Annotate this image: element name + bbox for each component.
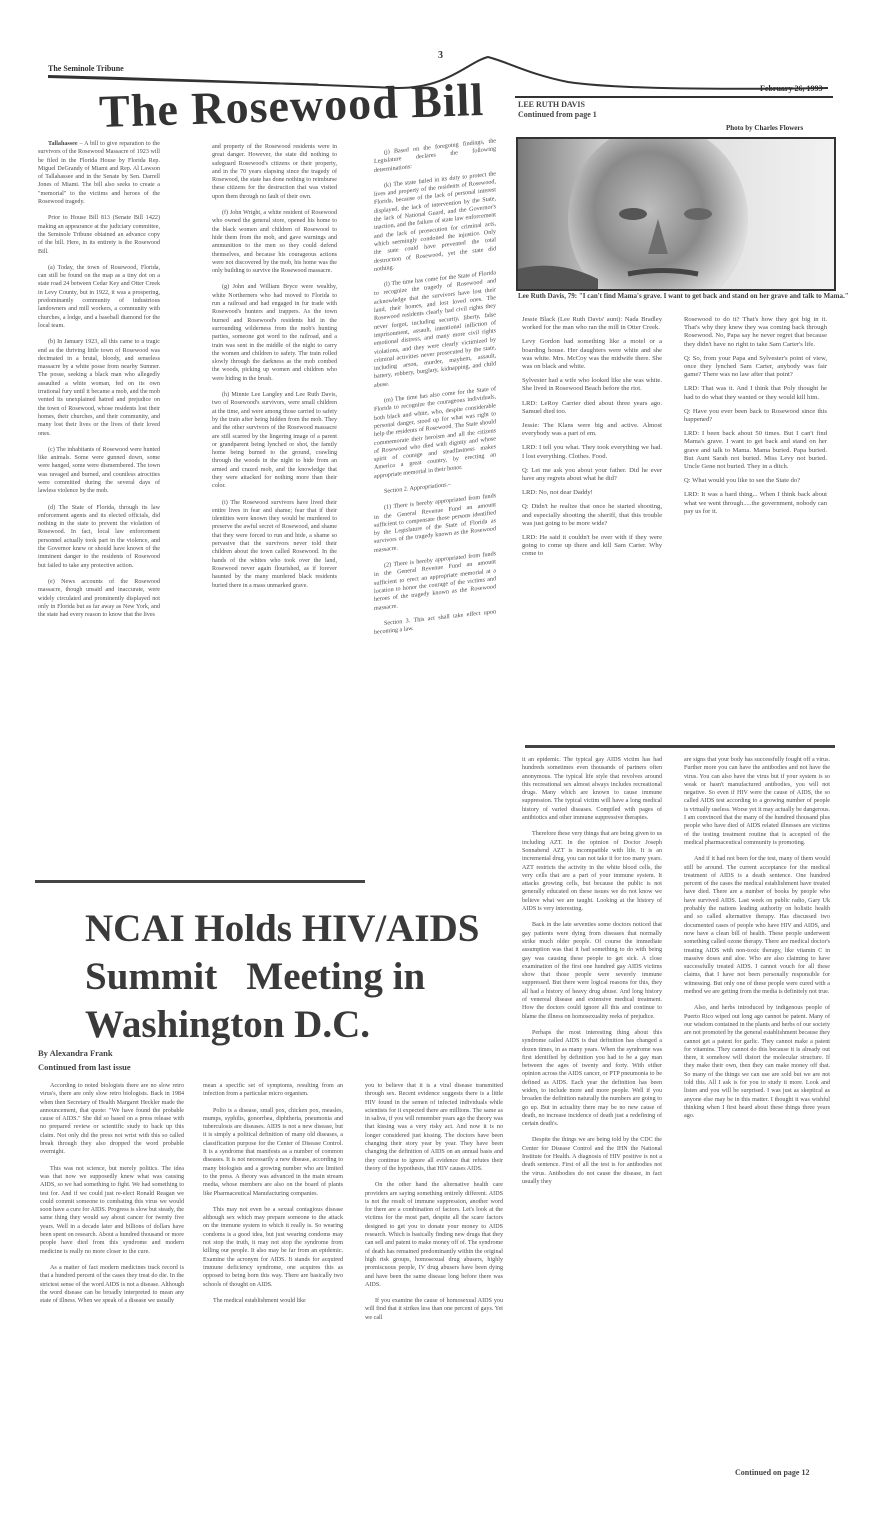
- ncai-headline-line: Summit Meeting in: [85, 955, 426, 998]
- masthead-paper-name: The Seminole Tribune: [48, 64, 124, 73]
- ncai-paragraph: If you examine the cause of homosexual AIDS you will find that it strikes less than one percent of gays. Yet we call: [365, 1298, 503, 1321]
- ncai-paragraph: you to believe that it is a viral disease transmitted through sex. Recent evidence suggests there is a little HIV found in the semen of infected individuals while scientists for it expected there are millions. The same as in saliva, if you will remember years ago the theory was that kissing was a very risky act. And now it is no longer considered just kissing. The doctors have been changing their story year by year. They have been changing the definition of AIDS on an annual basis and they continue to ignore all evidence that refutes their theory of the hypothesis, that HIV causes AIDS.: [365, 1083, 503, 1172]
- interview-paragraph: Q: Have you ever been back to Rosewood since this happened?: [684, 407, 827, 424]
- section-divider-interview: [525, 745, 835, 748]
- rosewood-paragraph: (k) The state failed in its duty to protect the lives and property of the residents of Rosewood, Florida, because of the lack of personal interest displayed, the lack of intervention by the State, the lack of National Guard, and the Governor's inaction, and the failure of state law enforcement and the lack of prosecution for criminal acts, which seemingly condoned the injustice. Only the state could have prevented the total destruction of Rosewood, yet the state did nothing.: [374, 171, 496, 273]
- interview-paragraph: Q: So, from your Papa and Sylvester's point of view, once they lynched Sam Carter, anybody was fair game? There was no law after that point?: [684, 354, 827, 379]
- interview-continued: Continued from page 1: [518, 110, 597, 119]
- section-2-heading: Section 2. Appropriations.–: [384, 481, 452, 495]
- interview-paragraph: Jessie Black (Lee Ruth Davis' aunt): Nada Bradley worked for the man who ran the mill in Otter Creek.: [522, 316, 662, 332]
- interview-rule: [515, 96, 833, 98]
- interview-paragraph: Jessie: The Klans were big and active. Almost everybody was a part of em.: [522, 422, 662, 438]
- rosewood-paragraph: (g) John and William Bryce were wealthy, white Northerners who had moved to Florida to run a railroad and had engaged in fur trade with Rosewood's hunters and trappers. As the town burned and Rosewood's residents hid in the surrounding wilderness from the mob's hunting parties, someone got word to the railroad, and a train was sent in the middle of the night to carry the women and children to safety. The train rolled slowly through the darkness as the mob combed the woods, picking up women and children who were hiding in the brush.: [212, 284, 337, 382]
- ncai-column-1: [40, 1082, 184, 1313]
- ncai-paragraph: Therefore these very things that are being given to us including AZT. In the opinion of Doctor Joseph Sonnabend AZT is incompatible with life. It is an incremental drug, you can not take it for too many years. AZT restricts the activity in the white blood cells, the very cells that are a part of your immune system. It attacks growing cells, but because the public is not generally educated on these issues we do not know we believe what we are taught. Looking at the history of AIDS is very interesting.: [522, 831, 662, 913]
- rosewood-paragraph: (m) The time has also come for the State of Florida to recognize the courageous individuals, both black and white, who, despite considerable personal danger, stood up for what was right to help the residents of Rosewood. The State should commemorate their heroism and all the citizens of Rosewood who died with dignity and whose spirit of courage and steadfastness makes America a great country, by erecting an appropriate memorial in their honor.: [374, 386, 496, 480]
- lee-ruth-davis-photo: [516, 137, 836, 291]
- interview-paragraph: LRD: No, not dear Daddy!: [522, 489, 593, 497]
- rosewood-paragraph: Prior to House Bill 813 (Senate Bill 1422) making an appearance at the judiciary committee, the Seminole Tribune obtained an advance copy of the bill. Here, in its entirety is the Rosewood Bill.: [38, 215, 160, 255]
- issue-date: February 26, 1993: [760, 84, 823, 93]
- ncai-column-5: [684, 756, 830, 1128]
- interview-paragraph: LRD: It was a hard thing... When I think back about what we went through.....the government, nobody can pay us for it.: [684, 491, 827, 515]
- interview-paragraph: Q: Didn't he realize that once he started shooting, and especially shooting the sheriff, that this trouble was just going to be more wide?: [522, 503, 662, 527]
- ncai-paragraph: This was not science, but merely politics. The idea was that now we supposedly knew what was causing AIDS, so we had something to fight. We had something to test for. And if we could just re-elect Ronald Reagan we could commit someone to combating this virus we would soon have a cure for AIDS. Progress is slow but steady, the same thing they would say about cancer for twenty five years. Well in a decade later and billions of dollars have been spent on research. About a hundred thousand or more people have died from this syndrome and modern medicine is really no more closer to the cure.: [40, 1165, 184, 1255]
- ncai-paragraph: Polio is a disease, small pox, chicken pox, measles, mumps, syphilis, gonorrhea, diphtheria, pneumonia and tuberculosis are diseases. AIDS is not a new disease, but it is simply a political definition of many old diseases, a classification purpose for the Center of Disease Control. It is a syndrome that manifests as a number of common diseases. It is not necessarily a new disease, according to many biologists and a growing number who are limited to the press. A theory was advanced in the main stream media, whose members are also on the board of plants like Pharmaceutical Manufacturing companies.: [203, 1107, 343, 1197]
- section-divider-ncai: [35, 880, 365, 883]
- ncai-continued-from: Continued from last issue: [38, 1062, 131, 1072]
- rosewood-paragraph: (d) The State of Florida, through its law enforcement agents and its elected officials, did nothing in the state to prevent the violation of Rosewood. In fact, local law enforcement personnel actually took part in the violence, and the Governor knew or should have known of the imminent danger to the residents of Rosewood but failed to take any protective action.: [38, 504, 160, 569]
- ncai-paragraph: This may not even be a sexual contagious disease although sex which may prepare someone to the attack on the immune system to which it really is. So wearing condoms is a good idea, but just wearing condoms may not stop the truth, it may not stop the syndrome from killing our people. It also may be far from an epidemic. Examine the acronym for AIDS. It stands for acquired immune deficiency syndrome, one acquires this as opposed to being born this way. There are basically two schools of thought on AIDS.: [203, 1206, 343, 1288]
- rosewood-paragraph: (c) The inhabitants of Rosewood were hunted like animals. Some were gunned down, some were hanged, some were dismembered. The town was ravaged and burned, and countless atrocities were committed during the several days of lawless violence by the mob.: [38, 446, 160, 495]
- ncai-headline-line: NCAI Holds HIV/AIDS: [85, 907, 480, 950]
- rosewood-headline: The Rosewood Bill: [98, 73, 485, 138]
- interview-column-2: [684, 316, 827, 516]
- interview-paragraph: LRD: I tell you what. They took everything we had. I lost everything. Clothes. Food.: [522, 444, 662, 460]
- ncai-paragraph: Back in the late seventies some doctors noticed that gay patients were dying from diseases that normally strike much older people. Of course the immediate assumption was that it had something to do with being gay was causing these people to get sick. A close examination of the first one hundred gay AIDS victims show that those people were severely immune suppressed. But there were logical reasons for this, they all had a history of heavy drug abuse. And long history of venereal disease and extensive medical treatment. How the doctors could ignore all this and continue to blame the illness on homosexuality reeks of prejudice.: [522, 922, 662, 1020]
- ncai-column-2: [203, 1082, 343, 1313]
- rosewood-paragraph: (i) The Rosewood survivors have lived their entire lives in fear and shame; fear that if their identities were known they would be murdered to preserve the awful secret of Rosewood, and shame that they were forced to run and hide, a shame so pervasive that the survivors never told their children about the town called Rosewood. In the hands of the whites who took over the land, Rosewood never again flourished, as if forever haunted by the many murdered black residents buried there in a mass unmarked grave.: [212, 499, 337, 589]
- rosewood-paragraph: (1) There is hereby appropriated from funds in the General Revenue Fund an amount sufficient to compensate those persons identified by the Legislature of the State of Florida as survivors of the tragedy known as the Rosewood massacre.: [374, 493, 496, 554]
- continued-on-page: Continued on page 12: [735, 1468, 810, 1477]
- ncai-paragraph: are signs that your body has successfully fought off a virus. Further more you can have the antibodies and not have the virus. You can also have the virus but if your system is so weak or hasn't manufactured antibodies, you will not negative. So even if HIV were the cause of AIDS, the so called AIDS test according to a growing number of people is virtually useless. Worse yet it may actually be dangerous. I am convinced that the many of the hundred thousand plus people who have died of AIDS related illnesses are victims of the testing treatment routine that is accepted of the medical pharmaceutical community is promoting.: [684, 757, 830, 846]
- rosewood-paragraph: (2) There is hereby appropriated from funds in the General Revenue Fund an amount sufficient to erect an appropriate memorial at a location to honor the courage of the victims and heroes of the tragedy known as the Rosewood massacre.: [374, 551, 496, 612]
- rosewood-paragraph: [38, 140, 160, 206]
- interview-paragraph: Q: What would you like to see the State do?: [684, 477, 801, 485]
- rosewood-column-3: [374, 137, 496, 645]
- ncai-paragraph: And if it had not been for the test, many of them would still be around. The current acceptance for the medical treatment of AIDS is a death sentence. One hundred percent of the cases the medical establishment have treated have died. There are a number of books by people who have survived AIDS. Last week on public radio, Gary Uk probably the nations leading authority on holistic health and so called alternative therapy. Has discussed two documented cases of people who have HIV and AIDS, and now have a clean bill of health. These people underwent something called ozone therapy. There are medical doctor's treating AIDS with non-toxic therapy, like vitamin C in massive doses and aloe. Who are also claiming to have successfully treated AIDS. I cannot vouch for all these claims, that I have not been personally responsible for witnessing. But only one of these people were cured with a method we are getting from the media is definitely not true.: [684, 856, 830, 996]
- interview-paragraph: Levy Gordon had something like a motel or a boarding house. Her daughters were white and she was white. Mrs. McCoy was the midwife there. She was on black and white.: [522, 338, 662, 371]
- photo-credit: Photo by Charles Flowers: [726, 124, 804, 132]
- dateline: Tallahassee: [48, 141, 78, 147]
- interview-paragraph: LRD: He said it couldn't be over with if they were going to come up there and kill Sam Carter. Why come to: [522, 534, 662, 558]
- interview-header: LEE RUTH DAVIS: [518, 100, 585, 109]
- ncai-column-3: [365, 1082, 503, 1330]
- interview-paragraph: Q: Let me ask you about your father. Did he ever have any regrets about what he did?: [522, 466, 662, 483]
- interview-paragraph: LRD: I been back about 50 times. But I can't find Mama's grave. I want to get back and stand on her grave and talk to Mama. Mama buried. Papa buried. But Aunt Sarah not buried. Miss Levy not buried. Uncle Gene not buried. They in a ditch.: [684, 430, 827, 471]
- rosewood-column-2: [212, 143, 337, 598]
- ncai-paragraph: As a matter of fact modern medicines track record is that a hundred percent of the cases they treat do die. In the strictest sense of the word AIDS is not a disease. Although the word disease can be broadly interpreted to mean any state of illness. When we speak of a disease we usually: [40, 1264, 184, 1305]
- rosewood-paragraph: (l) The time has come for the State of Florida to recognize the tragedy of Rosewood and acknowledge that the survivors have lost their land, their homes, and lost loved ones. The Rosewood residents clearly had civil rights they never forgot, including security, liberty, false imprisonment, assault, intentional infliction of emotional distress, and many more civil rights violations, and they were clearly victimized by criminal activities never prosecuted by the state, including arson, murder, mayhem, assault, battery, robbery, burglary, kidnapping, and child abuse.: [374, 270, 496, 389]
- rosewood-paragraph: and property of the Rosewood residents were in great danger. However, the state did nothing to safeguard Rosewood's citizens or their property, and in the 70 years elapsing since the tragedy of Rosewood, the state has done nothing to reimburse these citizens for the destruction that was visited upon them through no fault of their own.: [212, 144, 337, 200]
- rosewood-paragraph: (h) Minnie Lee Langley and Lee Ruth Davis, two of Rosewood's survivors, were small children at the time, and were among those carried to safety by the train after being hidden from the mob. They and the other survivors of the Rosewood massacre are still scarred by the lingering image of a parent or grandparent being lynched or shot, the family home being burned to the ground, crawling through the woods in the night to hide from an armed and crazed mob, and the knowledge that they were attacked for nothing more than their color.: [212, 392, 337, 490]
- paragraph-text: – A bill to give reparation to the survivors of the Rosewood Massacre of 1923 will be filed in the Florida House by Florida Rep. Miguel DeGrandy of Miami and Rep. Al Lawson of Tallahassee and in the Senate by Sen. Darrell Jones of Miami. The bill also seeks to create a "memorial" to the victims and heroes of the Rosewood tragedy.: [38, 141, 160, 206]
- ncai-paragraph: The medical establishment would like: [213, 1297, 306, 1304]
- interview-column-1: [522, 316, 662, 559]
- ncai-headline: [85, 905, 479, 1049]
- ncai-paragraph: mean a specific set of symptoms, resulting from an infection from a particular micro organism.: [203, 1083, 343, 1098]
- rosewood-paragraph: (e) News accounts of the Rosewood massacre, though unsaid and inaccurate, were widely circulated and prominently displayed not only in Florida but as far away as New York, and the state had every reason to know that the lives: [38, 578, 160, 619]
- ncai-paragraph: On the other hand the alternative health care providers are saying something entirely different. AIDS is not the result of immune suppression, another word for there are a combination of factors. Let's look at the victims for the most part, despite all the scare factors designed to get you to donate your money to AIDS research. Which is basically finding new drugs that they can sell and patent to make money off of. The syndrome of death has remained predominantly within the original high risk groups, homosexual drug abusers, highly promiscuous people, IV drug abusers have been dying and have been the same disease long before there was AIDS.: [365, 1182, 503, 1288]
- ncai-paragraph: According to noted biologists there are no slow retro virus's, there are only slow retro biologists. Back in 1984 when then Secretary of Health Margaret Heckler made the announcement, that quote: "We have found the probable cause of AIDS." She did so based on a press release with no prepared review or scientific study to back up this claim. Not only did the press not wrist with this so called break through they also dropped the word probable overnight.: [40, 1083, 184, 1156]
- interview-paragraph: LRD: That was it. And I think that Poly thought he had to do what they wanted or they would kill him.: [684, 385, 827, 401]
- rosewood-paragraph: (a) Today, the town of Rosewood, Florida, can still be found on the map as a tiny dot on a state road 24 between Cedar Key and Otter Creek in Levy County, but in 1922, it was a prospering, predominantly community of industrious landowners and mill workers, a community with churches, a lodge, and a baseball diamond for the local team.: [38, 264, 160, 329]
- rosewood-paragraph: (j) Based on the foregoing findings, the Legislature declares the following determinations:: [374, 138, 496, 174]
- rosewood-paragraph: (b) In January 1923, all this came to a tragic end as the thriving little town of Rosewood was decimated in a brutal, bloody, and senseless massacre by a white posse from nearby Sumner. The posse, seeking a black man who allegedly assaulted a white woman, fed on its own irrational fury until it became a mob, and the mob vented its unexplained hatred and prejudice on the town of Rosewood, whose residents lost their homes, their churches, and their community, and many lost their lives or the lives of their loved ones.: [38, 339, 160, 437]
- ncai-paragraph: it an epidemic. The typical gay AIDS victim has had hundreds sometimes even thousands of partners often anonymous. The typical life style that revolves around this recreational sex almost always includes recreational drugs. Many which are known to cause immune suppression. The typical victim will have a long medical history of varied diseases. Compiled with pages of antibiotics and other immune suppressive therapies.: [522, 757, 662, 822]
- ncai-paragraph: Also, and herbs introduced by indigenous people of Puerto Rico wiped out long ago cannot be patent. Many of our wisdom contained in the plants and herbs of our society are not promoted by the general establishment because they cannot get a patent for garlic. They cannot make a patent for vitamins. They cannot do this because it is already out there, it somehow will distort the molecular structure. If they make their own, then they can make money off that. So many of the things we can use are sold but we are not told this. All I ask is for you to study it more. Look and listen and you will be surprised. I was just as skeptical as anyone else may be in this matter. I thought it was wishful thinking when I first heard about these things three years ago.: [684, 1005, 830, 1120]
- page-number: 3: [438, 50, 443, 61]
- portrait-image: [518, 139, 834, 289]
- ncai-paragraph: Perhaps the most interesting thing about this syndrome called AIDS is that definition has changed a dozen times, in as many years. When the syndrome was first identified by definition you had to be a gay man between the ages of twenty and forty. With either opinion across the AIDS cancer, or PTP pneumonia to be defined as AIDS. Each year the definition has been widen, to include more and more people. Well if you broaden the definition naturally the numbers are going to go up. But in actuality there may be no new cause of death, no increase incidence of death just a redefining of certain death's.: [522, 1029, 662, 1128]
- ncai-paragraph: Despite the things we are being told by the CDC the Center for Disease Control and the IHN the National Institute for Health. A diagnosis of HIV positive is not a death sentence. First of all the test is for antibodies not the virus. Antibodies do not cause the disease, in fact usually they: [522, 1137, 662, 1185]
- ncai-byline: By Alexandra Frank: [38, 1048, 113, 1058]
- ncai-column-4: [522, 756, 662, 1194]
- rosewood-paragraph: (f) John Wright, a white resident of Rosewood who owned the general store, opened his home to the black women and children of Rosewood to hide them from the mob, and gave warnings and ammunition to the men so they could defend themselves, and because his courageous actions were not discovered by the mob, his home was the only building to survive the Rosewood massacre.: [212, 210, 337, 275]
- interview-paragraph: LRD: LeRoy Carrier died about three years ago. Samuel died too.: [522, 399, 662, 415]
- ncai-headline-line: Washington D.C.: [85, 1003, 370, 1046]
- section-3-text: Section 3. This act shall take effect upon becoming a law.: [374, 609, 496, 637]
- photo-caption: Lee Ruth Davis, 79: "I can't find Mama's grave. I want to get back and stand on her grave and talk to Mama.": [518, 292, 849, 300]
- interview-paragraph: Sylvester had a wife who looked like she was white. She lived in Rosewood Beach before the riot.: [522, 377, 662, 393]
- rosewood-column-1: [38, 140, 160, 627]
- interview-paragraph: Rosewood to do it? That's how they got big in it. That's why they knew they was coming back through Rosewood. No, Papa say he never regret that because they didn't have no right to take Sam Carter's life.: [684, 316, 827, 348]
